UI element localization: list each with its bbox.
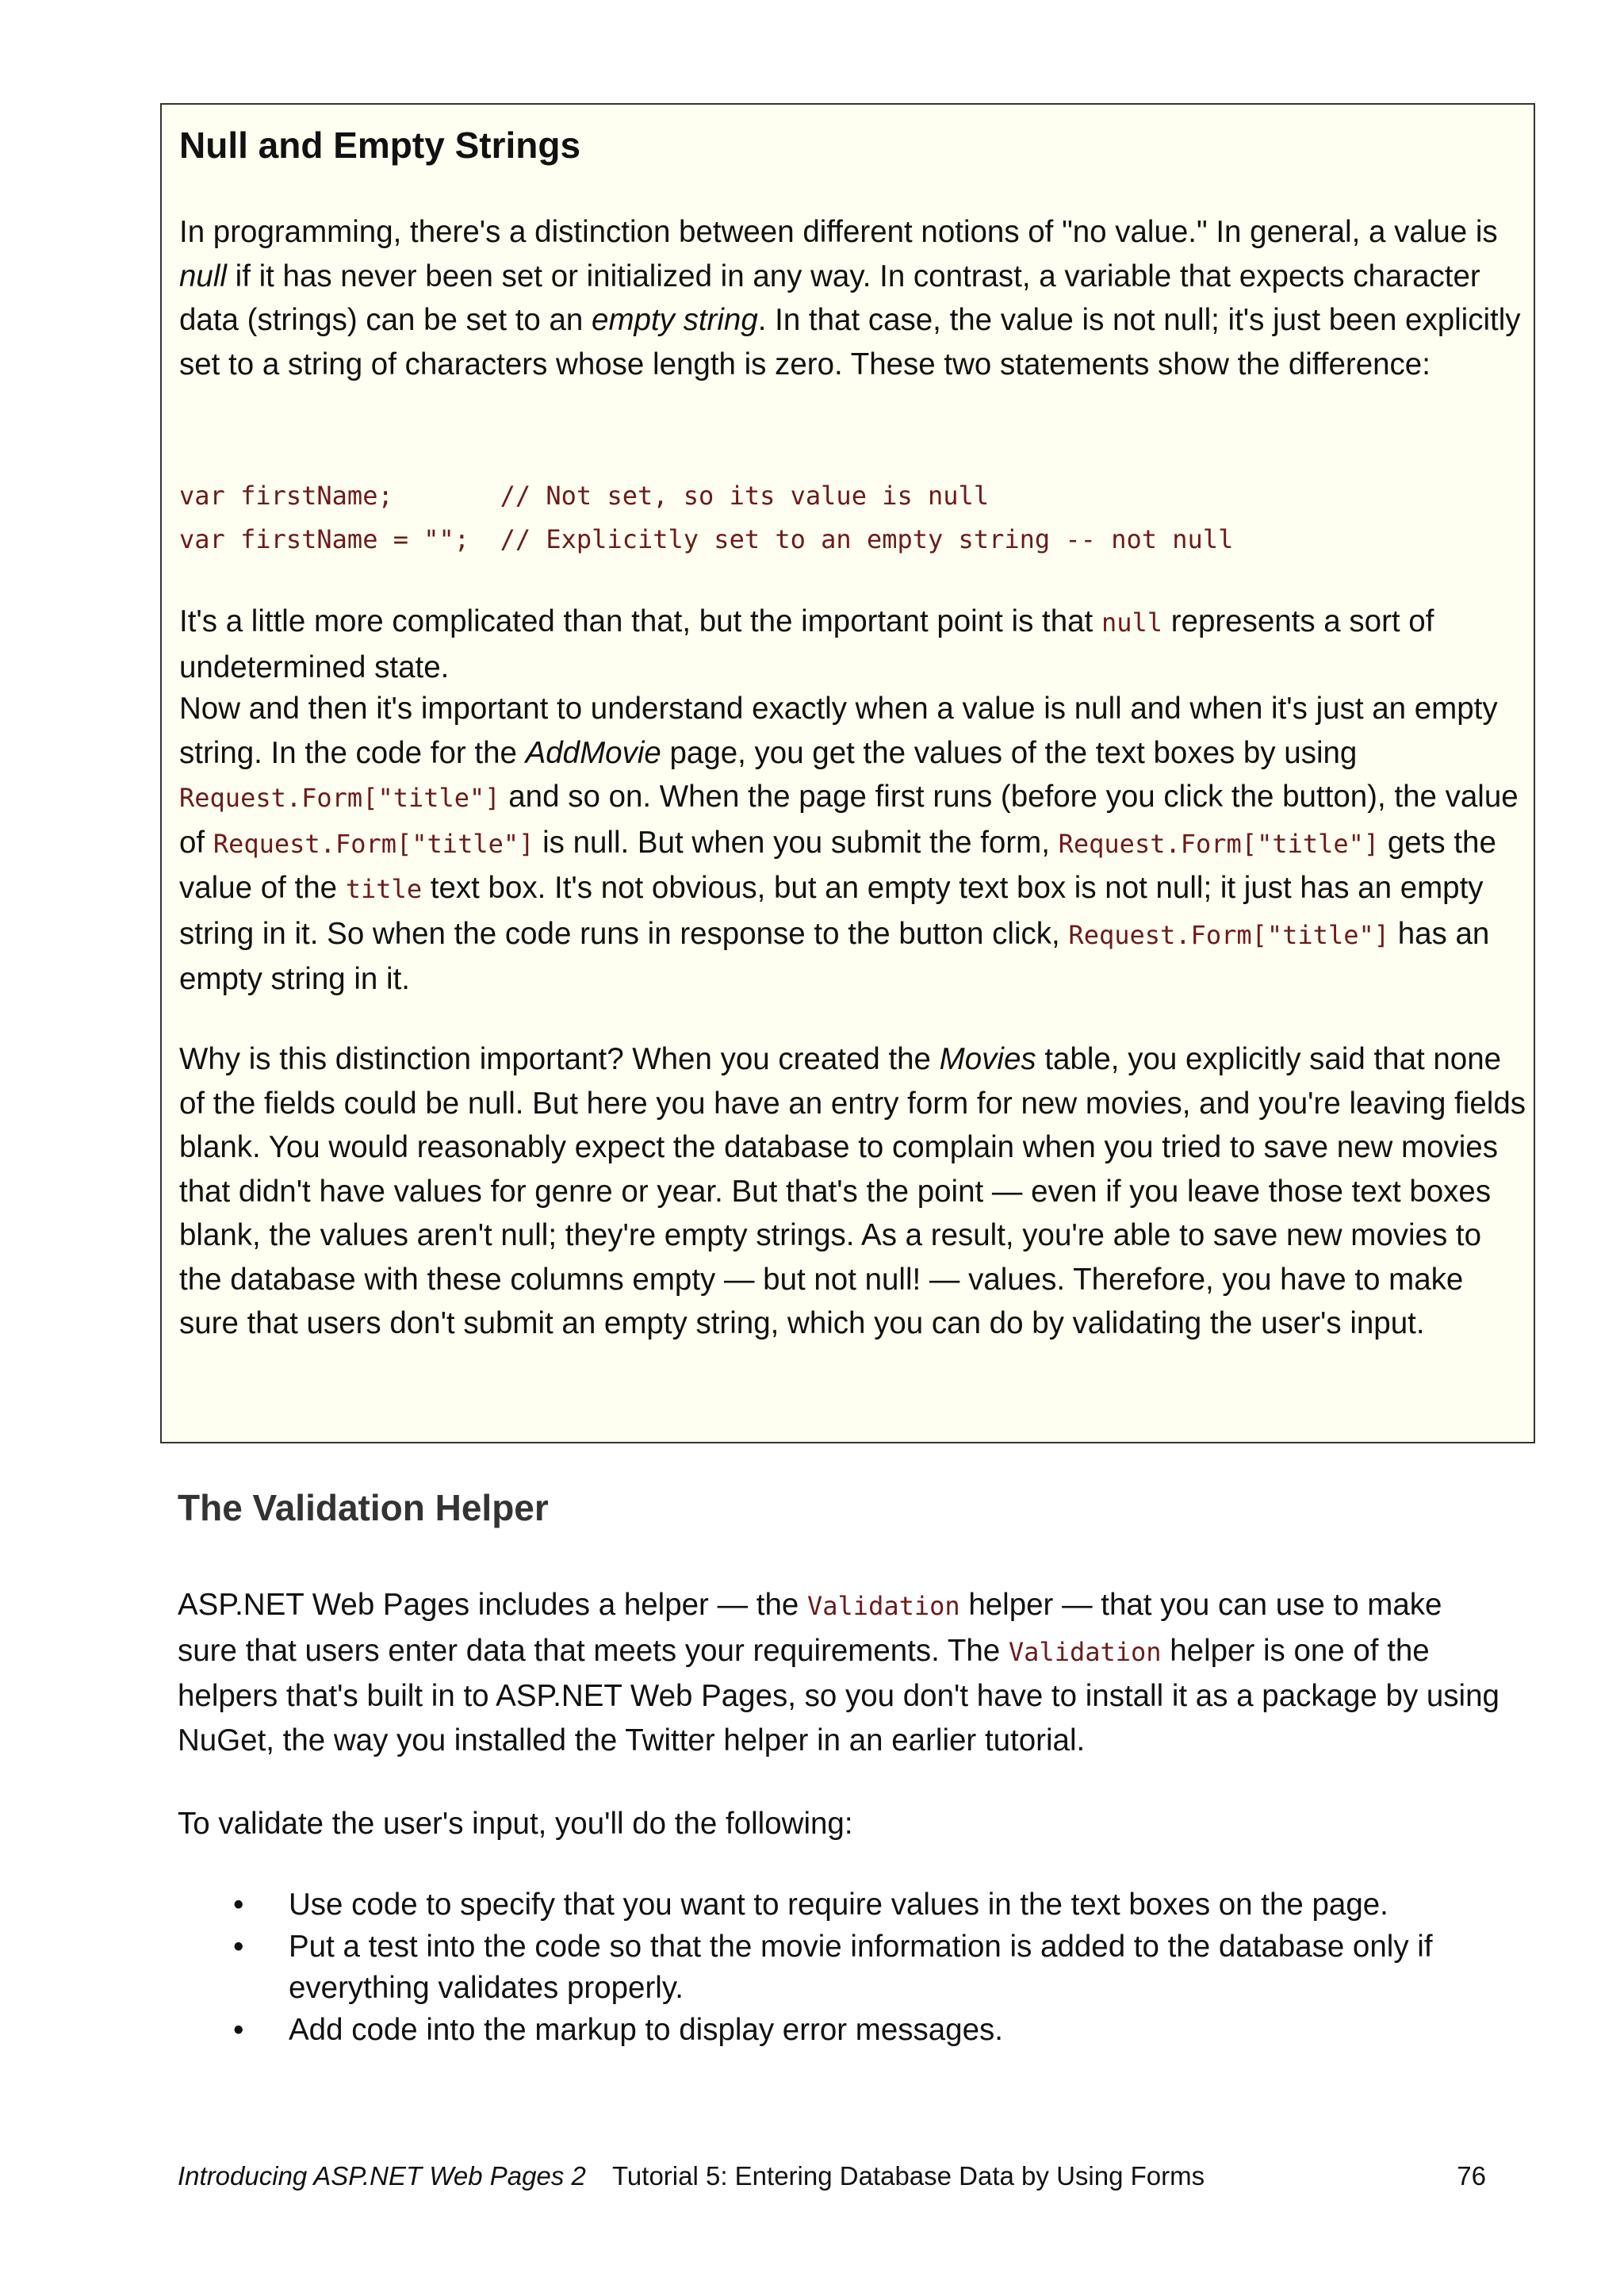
page-footer <box>178 2156 1486 2196</box>
sidebar-heading: Null and Empty Strings <box>179 125 581 166</box>
italic-empty-string: empty string <box>592 303 758 337</box>
text-run: It's a little more complicated than that, but the important point is that <box>179 604 1101 638</box>
sidebar-box <box>160 103 1535 1443</box>
text-run: Now and then it's important to understand exactly when a value is null and when it's just an empty string. In the code for the <box>179 692 1498 770</box>
text-run: and so on. When the page first runs (before you click the button), the value of <box>179 780 1519 860</box>
text-run: represents a sort of undetermined state. <box>179 604 1434 684</box>
text-run: page, you get the values of the text boxes by using <box>661 735 1358 770</box>
list-item-text: Add code into the markup to display error messages. <box>289 2012 1003 2047</box>
text-run: In programming, there's a distinction between different notions of "no value." In general, a value is <box>179 215 1498 249</box>
bullet-list <box>178 1884 1526 2051</box>
text-run: helper is one of the helpers that's built in to ASP.NET Web Pages, so you don't have to install it as a package by using NuGet, the way you installed the Twitter helper in an earlier tutorial. <box>178 1633 1500 1757</box>
text-run: Why is this distinction important? When you created the <box>179 1042 940 1076</box>
text-run: if it has never been set or initialized in any way. In contrast, a variable that expects character data (strings) can be set to an <box>179 259 1480 337</box>
italic-addmovie: AddMovie <box>525 735 661 770</box>
section-heading: The Validation Helper <box>178 1487 549 1528</box>
footer-chapter-title: Tutorial 5: Entering Database Data by Using Forms <box>612 2161 1205 2191</box>
list-item <box>178 1884 1526 1926</box>
section-paragraph-2: To validate the user's input, you'll do the following: <box>178 1807 853 1841</box>
bullet-mark: • <box>233 2012 244 2047</box>
bullet-mark: • <box>233 1888 244 1922</box>
inline-code-validation: Validation <box>1008 1636 1162 1667</box>
sidebar-paragraph-1 <box>179 210 1527 386</box>
sidebar-paragraph-4 <box>179 1037 1527 1346</box>
list-item-text: Put a test into the code so that the movie information is added to the database only if everything validates properly. <box>289 1929 1433 2005</box>
text-run: text box. It's not obvious, but an empty text box is not null; it just has an empty string in it. So when the code runs in response to the button click, <box>179 871 1484 951</box>
text-run: helper — that you can use to make sure that users enter data that meets your requirements. The <box>178 1588 1442 1668</box>
text-run: gets the value of the <box>179 825 1496 905</box>
footer-book-title: Introducing ASP.NET Web Pages 2 <box>178 2161 586 2191</box>
text-run: is null. But when you submit the form, <box>534 825 1059 860</box>
sidebar-paragraph-2 <box>179 600 1527 689</box>
code-line-1: var firstName; // Not set, so its value is null <box>179 481 990 511</box>
text-run: . In that case, the value is not null; it's just been explicitly set to a string of characters whose length is zero. These two statements show the difference: <box>179 303 1521 381</box>
inline-code-validation: Validation <box>807 1591 960 1621</box>
list-item <box>178 2010 1526 2052</box>
text-run: ASP.NET Web Pages includes a helper — the <box>178 1588 807 1622</box>
inline-code: Request.Form["title"] <box>213 828 534 859</box>
page-number: 76 <box>1457 2161 1486 2191</box>
italic-null: null <box>179 259 227 293</box>
list-item <box>178 1926 1526 2010</box>
inline-code: Request.Form["title"] <box>1058 828 1380 859</box>
text-run: table, you explicitly said that none of the fields could be null. But here you have an entry form for new movies, and you're leaving fields blank. You would reasonably expect the database to complain when you tried to save new movies that didn't have values for genre or year. But that's the point — even if you leave those text boxes blank, the values aren't null; they're empty strings. As a result, you're able to save new movies to the database with these columns empty — but not null! — values. Therefore, you have to make sure that users don't submit an empty string, which you can do by validating the user's input. <box>179 1042 1526 1340</box>
italic-movies: Movies <box>939 1042 1036 1076</box>
code-line-2: var firstName = ""; // Explicitly set to an empty string -- not null <box>179 524 1234 554</box>
inline-code: title <box>345 874 423 904</box>
inline-code: Request.Form["title"] <box>1068 919 1389 950</box>
inline-code: Request.Form["title"] <box>179 783 500 813</box>
bullet-mark: • <box>233 1929 244 1964</box>
inline-code-null: null <box>1101 608 1163 638</box>
list-item-text: Use code to specify that you want to require values in the text boxes on the page. <box>289 1888 1388 1922</box>
section-paragraph-1 <box>178 1583 1510 1762</box>
text-run: has an empty string in it. <box>179 916 1490 996</box>
sidebar-paragraph-3 <box>179 687 1527 1002</box>
